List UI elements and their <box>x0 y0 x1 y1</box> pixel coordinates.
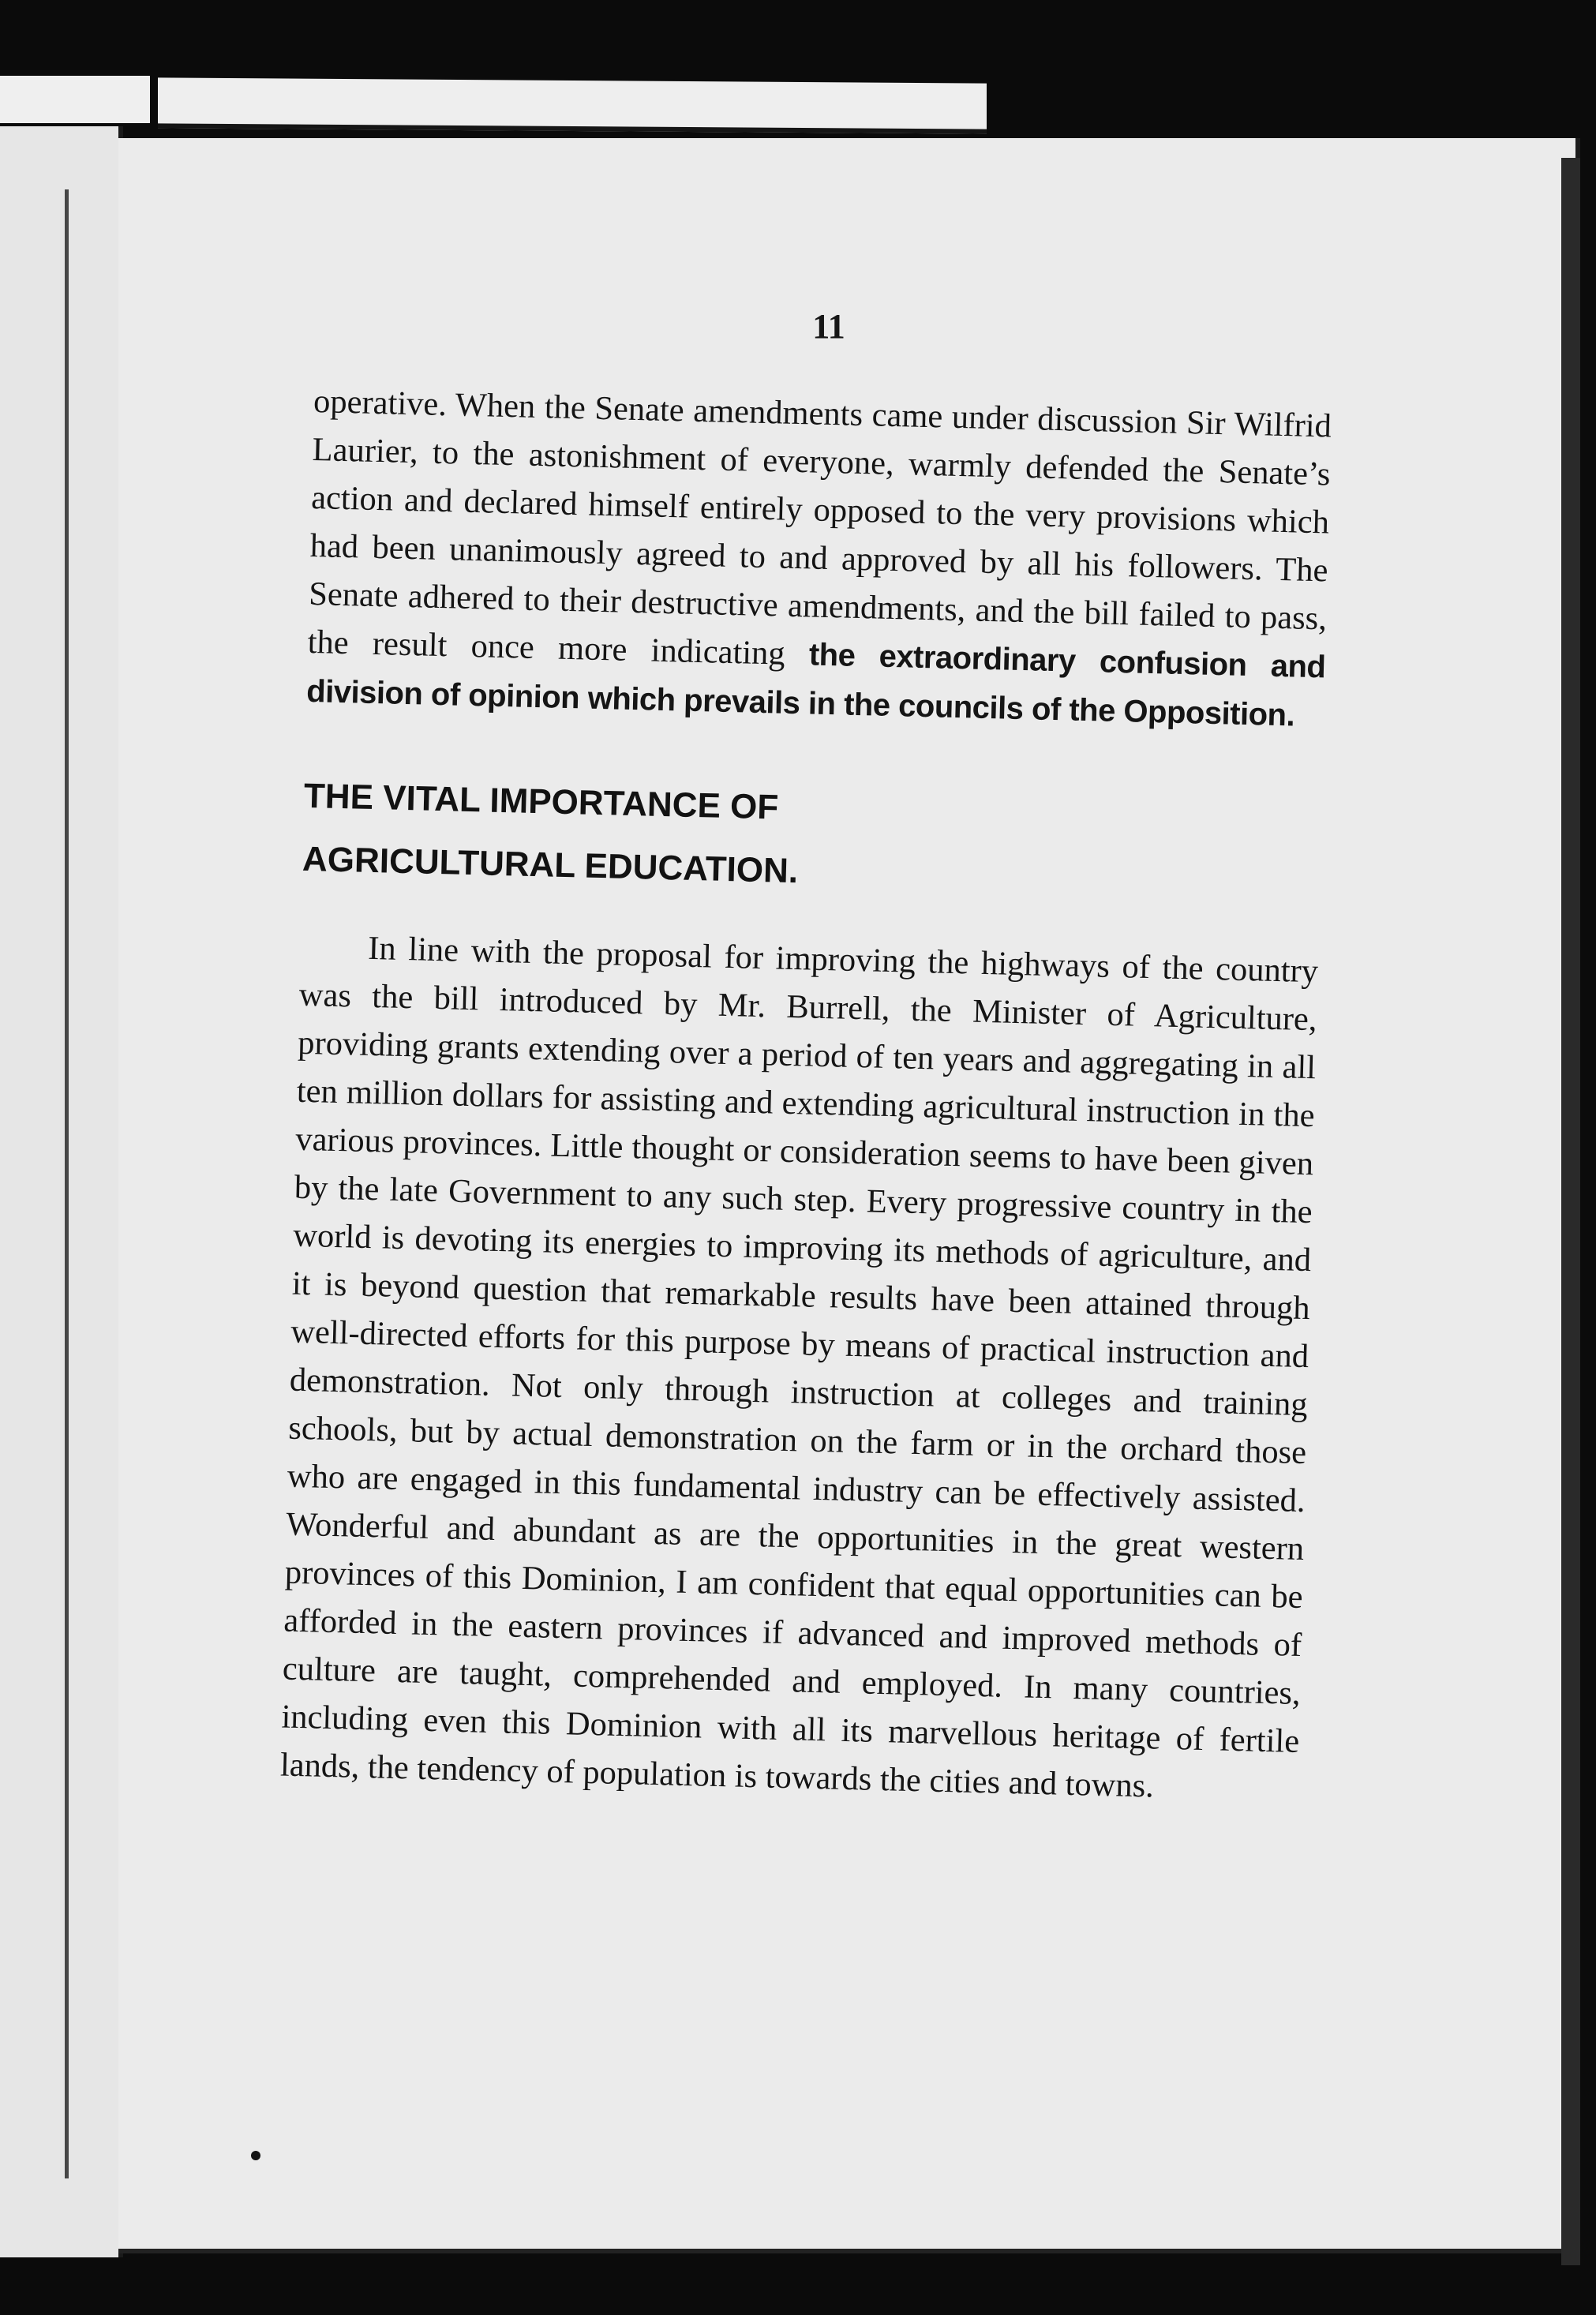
paragraph-text: operative. When the Senate amendments came under discussion Sir Wilfrid Laurier, to the astonishment of everyone, warmly defended the Senate’s action and declared himself entirely opposed to the very provisions which had been unanimously agreed to and approved by all his followers. The Senate adhered to their destructive amendments, and the bill failed to pass, the result once more indicating <box>307 382 1332 673</box>
emphasized-text: the extraordinary confusion and division of opinion which prevails in the councils of the Opposition. <box>305 637 1326 733</box>
section-heading <box>302 765 905 906</box>
facing-page-top-edge <box>0 76 150 123</box>
heading-line-1: THE VITAL IMPORTANCE OF <box>303 776 779 827</box>
page-number: 11 <box>812 307 845 346</box>
page-body <box>279 377 1332 1814</box>
ink-speck <box>251 2151 260 2160</box>
paragraph-agricultural-education: In line with the proposal for improving the highways of the country was the bill introduced by Mr. Burrell, the Minister of Agriculture, providing grants extending over a period of ten years and aggregating in all ten million dollars for assisting and extending agricultural instruction in the various provinces. Little thought or consideration seems to have been given by the late Government to any such step. Every progressive country in the world is devoting its energies to improving its methods of agriculture, and it is beyond question that remarkable results have been attained through well-directed efforts for this purpose by means of practical instruction and demonstration. Not only through instruction at colleges and training schools, but by actual demonstration on the farm or in the orchard those who are engaged in this fundamental industry can be effectively assisted. Wonderful and abundant as are the opportunities in the great western provinces of this Dominion, I am confident that equal opportunities can be afforded in the eastern provinces if advanced and improved methods of culture are taught, comprehended and employed. In many countries, including even this Dominion with all its marvellous heritage of fertile lands, the tendency of population is towards the cities and towns. <box>279 929 1319 1805</box>
facing-page-edge <box>0 126 123 2257</box>
page-binding-line <box>65 189 69 2178</box>
paragraph-continued <box>306 377 1332 740</box>
heading-line-2: AGRICULTURAL EDUCATION. <box>302 839 799 891</box>
page-shadow-edge <box>1561 158 1580 2265</box>
paper-strip <box>158 77 987 133</box>
